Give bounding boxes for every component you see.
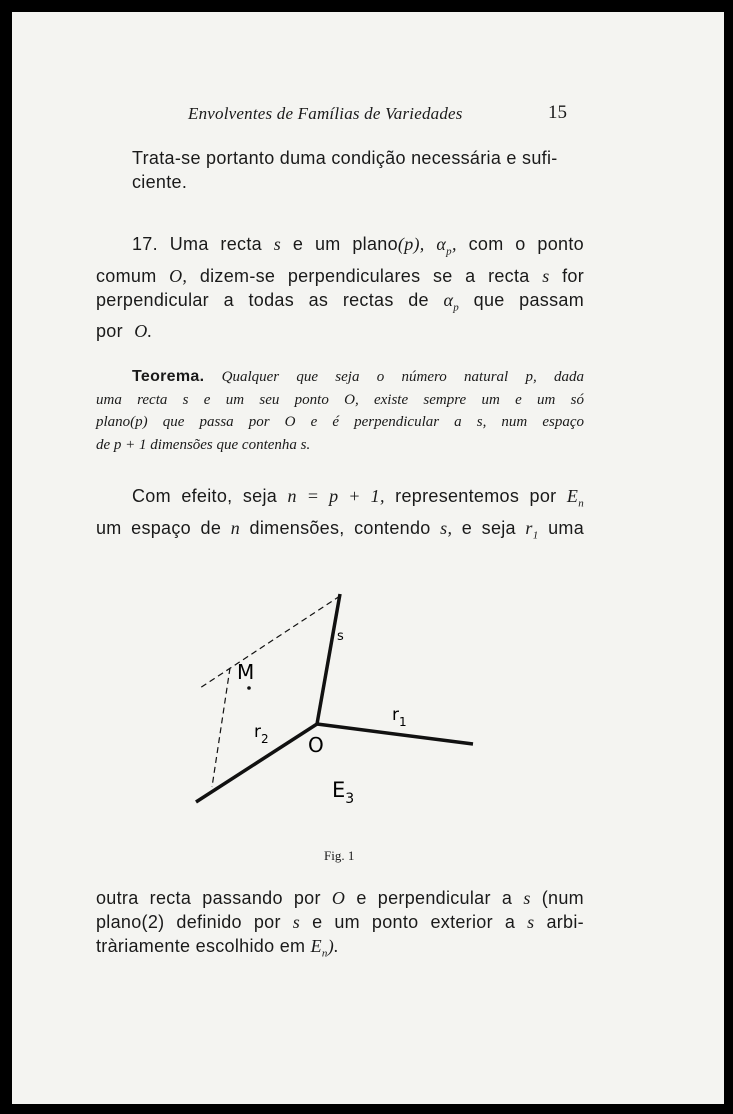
math-s: s: [273, 234, 282, 254]
label-E3-subscript: 3: [345, 791, 355, 807]
label-r2: [254, 722, 269, 746]
math-s: s,: [440, 517, 453, 538]
text-span: (num: [541, 888, 584, 908]
label-E3: [332, 778, 354, 807]
paragraph-3-line-2: [96, 910, 584, 934]
alpha-symbol: α: [443, 289, 454, 310]
label-M: M: [237, 660, 255, 684]
E-subscript: n: [321, 947, 328, 960]
text-span: e seja: [461, 517, 516, 538]
math-O: O.: [134, 321, 153, 342]
point-M: [247, 686, 251, 690]
dashed-line-left: [212, 668, 230, 787]
text-span: plano(2) definido por: [96, 912, 281, 932]
paragraph-3: [96, 886, 584, 966]
text-span: dizem-se perpendiculares se a recta: [199, 265, 530, 286]
text-span: e um plano: [292, 234, 398, 254]
paragraph-1-line-2: ciente.: [132, 172, 188, 192]
text-span: Uma recta: [169, 234, 262, 254]
E-subscript: n: [578, 497, 584, 510]
text-span: que passam: [473, 289, 584, 310]
page-number: 15: [548, 102, 567, 123]
closing-punctuation: ).: [327, 936, 339, 956]
text-span: por: [96, 321, 123, 342]
text-span: outra recta passando por: [96, 888, 321, 908]
theorem-line-2: uma recta s e um seu ponto O, existe sempre um e um só: [96, 391, 584, 408]
label-E3-letter: E: [332, 778, 346, 802]
r-subscript: 1: [532, 529, 539, 542]
text-span: com o ponto: [468, 234, 584, 254]
math-s: s: [542, 265, 550, 286]
E-symbol: E: [310, 936, 322, 956]
theorem-text: Qualquer que seja o número natural p, dada: [221, 369, 584, 385]
r-symbol: r: [525, 517, 533, 538]
line-s: [317, 594, 340, 724]
label-r2-letter: r: [254, 722, 261, 742]
math-s: s: [292, 912, 301, 932]
text-span: tràriamente escolhido em: [96, 936, 306, 956]
label-r1-subscript: 1: [399, 715, 407, 729]
text-span: um espaço de: [96, 517, 222, 538]
label-s: s: [337, 629, 344, 644]
theorem-label: Teorema.: [132, 368, 205, 385]
math-equation: n = p + 1,: [287, 486, 385, 506]
text-span: perpendicular a todas as rectas de: [96, 289, 429, 310]
line-r1: [317, 724, 473, 744]
math-s: s: [523, 888, 531, 908]
figure-caption: Fig. 1: [324, 848, 355, 863]
label-r1: [392, 705, 407, 729]
alpha-subscript: p: [453, 301, 460, 314]
math-p: (p),: [397, 234, 425, 254]
text-span: comum: [96, 265, 157, 286]
text-span: uma: [548, 517, 585, 538]
label-r1-letter: r: [392, 705, 399, 725]
text-span: for: [562, 265, 584, 286]
math-n: n: [230, 517, 240, 538]
text-span: e um ponto exterior a: [312, 912, 516, 932]
paragraph-3-line-1: [96, 886, 584, 910]
alpha-subscript: p: [446, 245, 452, 258]
paragraph-3-line-3: [96, 934, 584, 966]
math-s: s: [527, 912, 535, 932]
math-O: O: [331, 888, 346, 908]
comma: ,: [451, 234, 457, 254]
text-span: arbi-: [546, 912, 584, 932]
book-page: [12, 12, 724, 1104]
text-span: Com efeito, seja: [132, 486, 278, 506]
text-span: dimensões, contendo: [249, 517, 431, 538]
alpha-symbol: α: [436, 234, 447, 254]
text-span: representemos por: [395, 486, 557, 506]
running-header-title: Envolventes de Famílias de Variedades: [188, 104, 463, 123]
theorem-line-3: plano(p) que passa por O e é perpendicular a s, num espaço: [96, 414, 584, 430]
section-number: 17.: [132, 234, 158, 254]
math-O: O,: [169, 265, 188, 286]
E-symbol: E: [566, 486, 579, 506]
theorem-line-4: de p + 1 dimensões que contenha s.: [96, 436, 311, 453]
label-r2-subscript: 2: [261, 732, 269, 746]
text-span: e perpendicular a: [356, 888, 513, 908]
label-O: O: [308, 733, 324, 757]
math-E-n: [310, 936, 328, 960]
dashed-line-top: [200, 596, 340, 688]
paragraph-1-line-1: Trata-se portanto duma condição necessária e sufi-: [132, 148, 558, 168]
